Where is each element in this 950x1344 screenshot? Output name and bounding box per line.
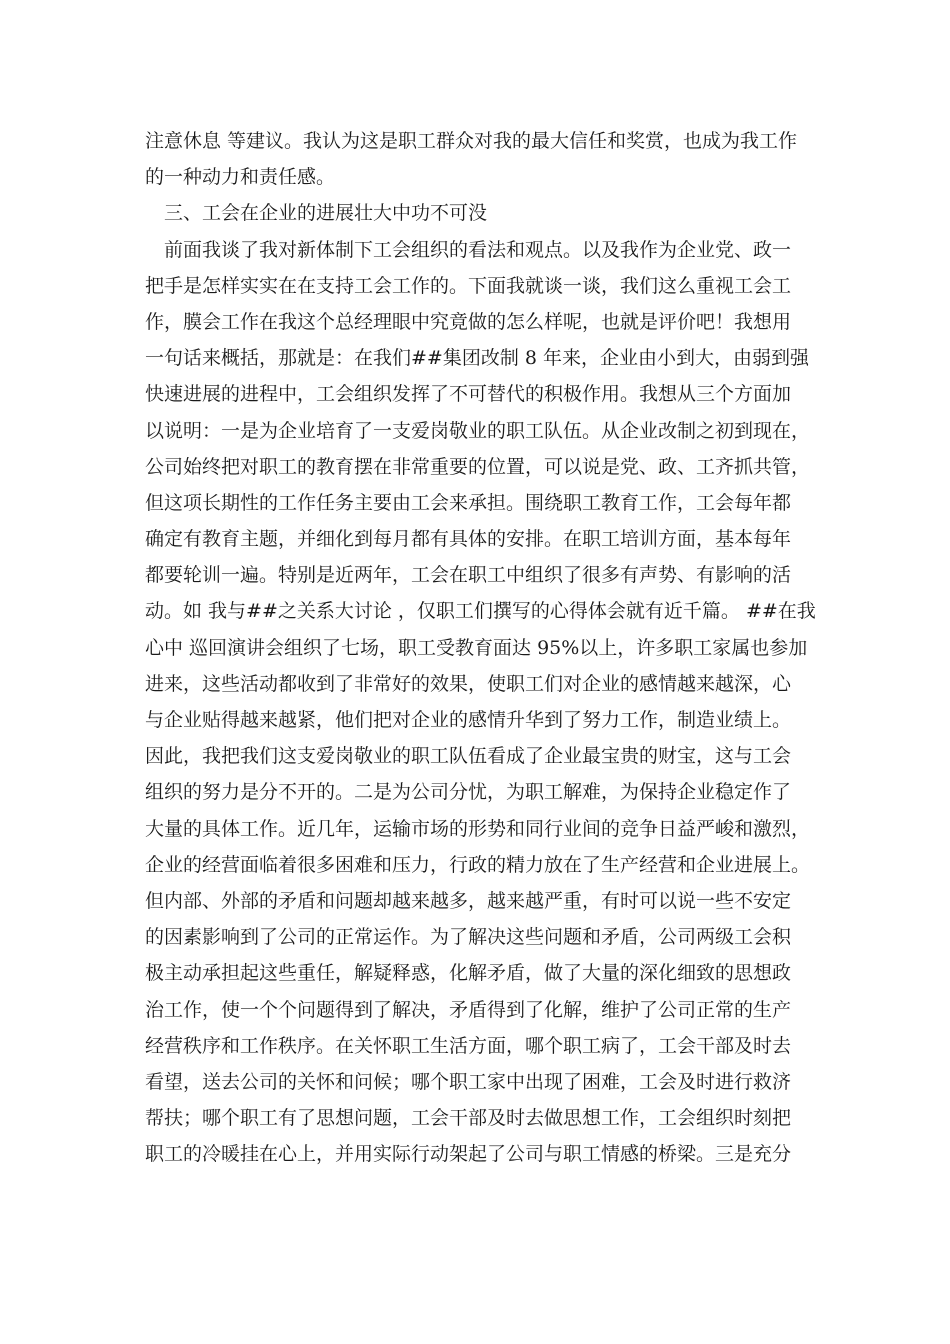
text-line: 的一种动力和责任感。 — [145, 166, 336, 189]
text-line: 的因素影响到了公司的正常运作。为了解决这些问题和矛盾，公司两级工会积 — [145, 926, 792, 949]
document-body — [145, 123, 816, 1172]
text-line: 心中 巡回演讲会组织了七场，职工受教育面达 95%以上，许多职工家属也参加 — [145, 636, 808, 659]
text-line: 大量的具体工作。近几年，运输市场的形势和同行业间的竞争日益严峻和激烈， — [145, 817, 811, 840]
text-line: 一句话来概括，那就是：在我们##集团改制 8 年来，企业由小到大，由弱到强 — [145, 347, 810, 370]
text-line: 组织的努力是分不开的。二是为公司分忧，为职工解难，为保持企业稳定作了 — [145, 781, 792, 804]
text-line: 作，膜会工作在我这个总经理眼中究竟做的怎么样呢，也就是评价吧！我想用 — [145, 310, 792, 333]
text-line: 前面我谈了我对新体制下工会组织的看法和观点。以及我作为企业党、政一 — [164, 238, 792, 261]
text-line: 把手是怎样实实在在支持工会工作的。下面我就谈一谈，我们这么重视工会工 — [145, 274, 792, 297]
text-line: 以说明：一是为企业培育了一支爱岗敬业的职工队伍。从企业改制之初到现在， — [145, 419, 811, 442]
text-line: 动。如 我与##之关系大讨论 ，仅职工们撰写的心得体会就有近千篇。 ##在我 — [145, 600, 816, 623]
text-line: 因此，我把我们这支爱岗敬业的职工队伍看成了企业最宝贵的财宝，这与工会 — [145, 745, 792, 768]
text-line: 都要轮训一遍。特别是近两年，工会在职工中组织了很多有声势、有影响的活 — [145, 564, 792, 587]
text-line: 进来，这些活动都收到了非常好的效果，使职工们对企业的感情越来越深，心 — [145, 672, 792, 695]
text-line: 职工的冷暖挂在心上，并用实际行动架起了公司与职工情感的桥梁。三是充分 — [145, 1143, 792, 1166]
text-line: 但内部、外部的矛盾和问题却越来越多，越来越严重，有时可以说一些不安定 — [145, 889, 792, 912]
text-line: 公司始终把对职工的教育摆在非常重要的位置，可以说是党、政、工齐抓共管， — [145, 455, 811, 478]
text-line: 确定有教育主题，并细化到每月都有具体的安排。在职工培训方面，基本每年 — [145, 528, 792, 551]
text-line: 极主动承担起这些重任，解疑释惑，化解矛盾，做了大量的深化细致的思想政 — [145, 962, 792, 985]
text-line: 快速进展的进程中，工会组织发挥了不可替代的积极作用。我想从三个方面加 — [145, 383, 792, 406]
text-line: 帮扶；哪个职工有了思想问题，工会干部及时去做思想工作，工会组织时刻把 — [145, 1107, 792, 1130]
text-line: 企业的经营面临着很多困难和压力，行政的精力放在了生产经营和企业进展上。 — [145, 853, 811, 876]
text-line: 看望，送去公司的关怀和问候；哪个职工家中出现了困难，工会及时进行救济 — [145, 1070, 792, 1093]
text-line: 与企业贴得越来越紧，他们把对企业的感情升华到了努力工作，制造业绩上。 — [145, 709, 792, 731]
text-line: 注意休息 等建议。我认为这是职工群众对我的最大信任和奖赏，也成为我工作 — [145, 130, 798, 152]
text-line: 但这项长期性的工作任务主要由工会来承担。围绕职工教育工作，工会每年都 — [145, 491, 792, 514]
section-heading: 三、工会在企业的进展壮大中功不可没 — [164, 202, 488, 225]
text-line: 经营秩序和工作秩序。在关怀职工生活方面，哪个职工病了，工会干部及时去 — [145, 1034, 792, 1057]
text-line: 治工作，使一个个问题得到了解决，矛盾得到了化解，维护了公司正常的生产 — [145, 998, 792, 1021]
